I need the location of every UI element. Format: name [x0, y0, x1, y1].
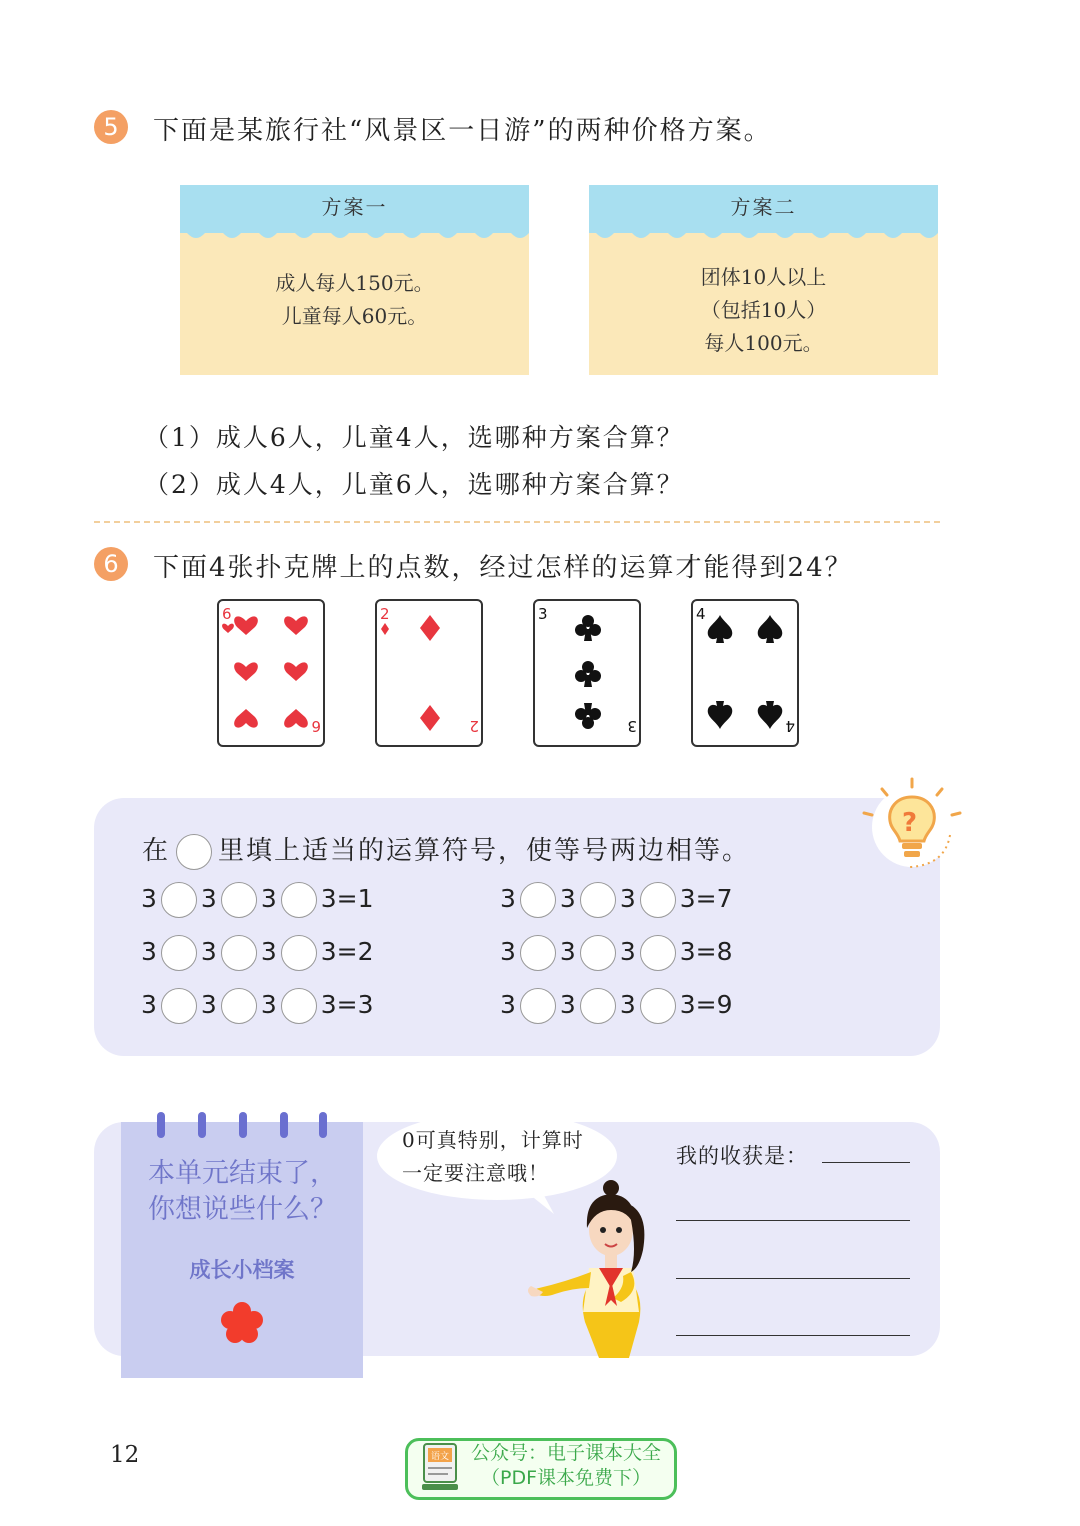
operator-blank[interactable] [640, 935, 676, 971]
equation-result: 3=3 [320, 990, 374, 1019]
girl-illustration [525, 1172, 665, 1358]
plan-one-card [180, 185, 529, 375]
operator-blank[interactable] [640, 988, 676, 1024]
playing-card-four-spades [691, 599, 799, 747]
plan-two-title: 方案二 [589, 185, 938, 233]
notepad-title: 本单元结束了， 你想说些什么？ [148, 1158, 337, 1225]
operator-blank[interactable] [161, 882, 197, 918]
operator-blank[interactable] [580, 988, 616, 1024]
equation-result: 3=9 [679, 990, 733, 1019]
operator-blank[interactable] [640, 882, 676, 918]
puzzle-instruction [142, 830, 750, 870]
wave-decoration [589, 225, 938, 245]
notepad-ring-icon [319, 1112, 327, 1138]
answer-line[interactable] [676, 1335, 910, 1336]
operator-blank[interactable] [520, 935, 556, 971]
question-6-number: 6 [94, 547, 128, 581]
harvest-label: 我的收获是： [676, 1144, 808, 1168]
blank-circle-sample [176, 834, 212, 870]
playing-card-two-diamonds [375, 599, 483, 747]
equation-row: 3 3 3 3=2 [141, 935, 373, 971]
plan-one-title: 方案一 [180, 185, 529, 233]
operator-blank[interactable] [520, 882, 556, 918]
plan-one-line: 成人每人150元。 [275, 271, 434, 295]
operator-blank[interactable] [161, 935, 197, 971]
notepad-ring-icon [198, 1112, 206, 1138]
equation-row: 3 3 3 3=9 [500, 988, 732, 1024]
spades-suit-icon [693, 601, 797, 745]
operator-blank[interactable] [221, 988, 257, 1024]
clubs-suit-icon [535, 601, 639, 745]
notepad-ring-icon [157, 1112, 165, 1138]
operator-blank[interactable] [580, 935, 616, 971]
plan-two-line: 团体10人以上 [700, 265, 827, 289]
notepad-subtitle: 成长小档案 [189, 1258, 295, 1282]
equation-row: 3 3 3 3=3 [141, 988, 373, 1024]
instruction-prefix: 在 [142, 836, 171, 866]
equation-result: 3=1 [320, 884, 374, 913]
instruction-suffix: 里填上适当的运算符号，使等号两边相等。 [218, 836, 751, 866]
operator-blank[interactable] [580, 882, 616, 918]
operator-blank[interactable] [161, 988, 197, 1024]
equation-result: 3=2 [320, 937, 374, 966]
svg-text:?: ? [902, 808, 918, 838]
equation-row: 3 3 3 3=7 [500, 882, 732, 918]
equation-result: 3=7 [679, 884, 733, 913]
notepad-ring-icon [280, 1112, 288, 1138]
equation-row: 3 3 3 3=8 [500, 935, 732, 971]
answer-line[interactable] [676, 1278, 910, 1279]
question-5-number: 5 [94, 110, 128, 144]
plan-two-line: 每人100元。 [704, 331, 823, 355]
operator-blank[interactable] [281, 882, 317, 918]
section-divider [94, 521, 940, 523]
plan-one-line: 儿童每人60元。 [281, 304, 428, 328]
svg-text:2: 2 [469, 717, 479, 735]
answer-line[interactable] [676, 1220, 910, 1221]
book-icon [418, 1442, 462, 1492]
diamonds-suit-icon [377, 601, 481, 745]
question-5-sub-2: （2）成人4人，儿童6人，选哪种方案合算？ [144, 470, 684, 499]
svg-text:3: 3 [627, 717, 637, 735]
operator-blank[interactable] [221, 935, 257, 971]
page-number: 12 [110, 1442, 140, 1468]
playing-card-three-clubs [533, 599, 641, 747]
wave-decoration [180, 225, 529, 245]
lightbulb-question-icon [860, 775, 970, 875]
equation-row: 3 3 3 3=1 [141, 882, 373, 918]
answer-line[interactable] [822, 1162, 910, 1163]
operator-blank[interactable] [281, 988, 317, 1024]
playing-card-six-hearts [217, 599, 325, 747]
svg-text:6: 6 [311, 717, 321, 735]
flower-icon [220, 1302, 264, 1344]
card-rank: 3 [538, 605, 548, 623]
card-rank: 4 [696, 605, 706, 623]
svg-text:语文: 语文 [430, 1452, 450, 1462]
operator-blank[interactable] [520, 988, 556, 1024]
speech-text: 0可真特别，计算时 一定要注意哦！ [402, 1128, 584, 1185]
svg-text:4: 4 [785, 717, 795, 735]
card-rank: 2 [380, 605, 390, 623]
question-5-text: 下面是某旅行社“风景区一日游”的两种价格方案。 [153, 116, 772, 146]
plan-two-card [589, 185, 938, 375]
plan-two-line: （包括10人） [700, 298, 827, 322]
operator-blank[interactable] [281, 935, 317, 971]
equation-result: 3=8 [679, 937, 733, 966]
question-6-text: 下面4张扑克牌上的点数，经过怎样的运算才能得到24？ [153, 553, 853, 583]
notepad-ring-icon [239, 1112, 247, 1138]
footer-badge-text: 公众号：电子课本大全 （PDF课本免费下） [470, 1442, 661, 1489]
operator-blank[interactable] [221, 882, 257, 918]
question-5-sub-1: （1）成人6人，儿童4人，选哪种方案合算？ [144, 423, 684, 452]
hearts-suit-icon [219, 601, 323, 745]
card-rank: 6 [222, 605, 232, 623]
